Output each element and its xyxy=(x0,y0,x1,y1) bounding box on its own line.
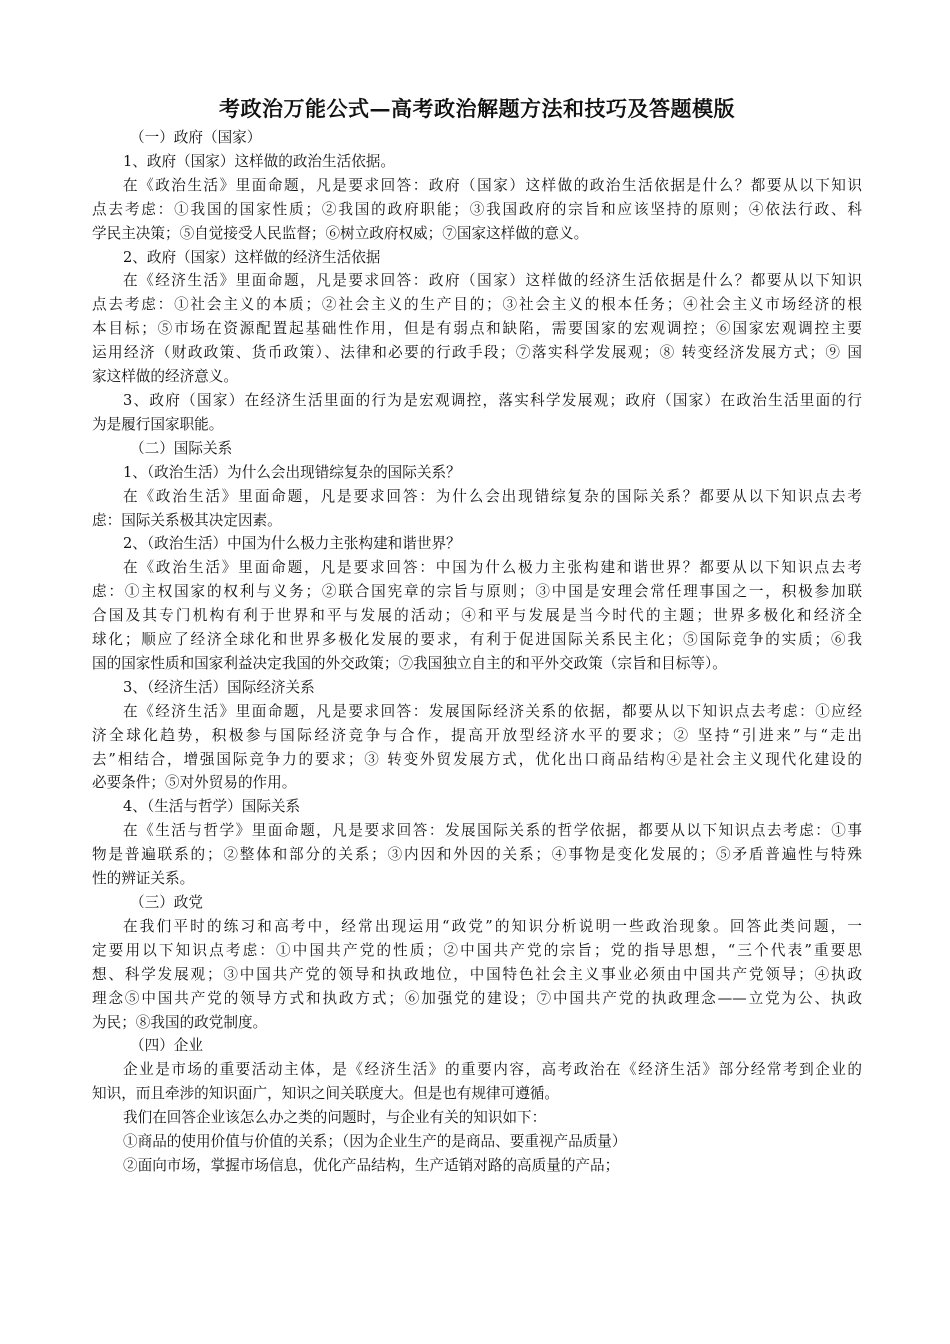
text-line: 家这样做的经济意义。 xyxy=(92,368,238,386)
text-line: 性的辨证关系。 xyxy=(92,870,195,888)
text-line: 想、科学发展观；③中国共产党的领导和执政地位，中国特色社会主义事业必须由中国共产党领导；④执政 xyxy=(92,965,862,983)
text-line: 必要条件；⑤对外贸易的作用。 xyxy=(92,774,297,792)
text-line: 在《政治生活》里面命题，凡是要求回答：政府（国家）这样做的政治生活依据是什么？都要从以下知识 xyxy=(123,176,862,194)
text-line: 在《经济生活》里面命题，凡是要求回答：政府（国家）这样做的经济生活依据是什么？都要从以下知识 xyxy=(123,272,862,290)
text-line: 物是普遍联系的；②整体和部分的关系；③内因和外因的关系；④事物是变化发展的；⑤矛盾普遍性与特殊 xyxy=(92,846,862,864)
text-line: 4、（生活与哲学）国际关系 xyxy=(123,798,301,816)
text-line: 2、政府（国家）这样做的经济生活依据 xyxy=(123,248,381,266)
text-line: 知识，而且牵涉的知识面广，知识之间关联度大。但是也有规律可遵循。 xyxy=(92,1085,560,1103)
text-line: 为民；⑧我国的政党制度。 xyxy=(92,1013,268,1031)
text-line: 在我们平时的练习和高考中，经常出现运用“政党”的知识分析说明一些政治现象。回答此类问题，一 xyxy=(123,917,862,935)
text-line: 在《经济生活》里面命题，凡是要求回答：发展国际经济关系的依据，都要从以下知识点去考虑：①应经 xyxy=(123,702,862,720)
text-line: 虑：国际关系极其决定因素。 xyxy=(92,511,282,529)
text-line: 理念⑤中国共产党的领导方式和执政方式；⑥加强党的建设；⑦中国共产党的执政理念——立党为公、执政 xyxy=(92,989,862,1007)
text-line: 点去考虑：①社会主义的本质；②社会主义的生产目的；③社会主义的根本任务；④社会主义市场经济的根 xyxy=(92,296,862,314)
text-line: （四）企业 xyxy=(130,1037,203,1055)
text-line: 运用经济（财政政策、货币政策）、法律和必要的行政手段；⑦落实科学发展观；⑧ 转变经济发展方式；⑨ 国 xyxy=(92,344,862,362)
text-line: 球化；顺应了经济全球化和世界多极化发展的要求，有利于促进国际关系民主化；⑤国际竞争的实质；⑥我 xyxy=(92,631,862,649)
text-line: 1、政府（国家）这样做的政治生活依据。 xyxy=(123,152,395,170)
text-line: 在《政治生活》里面命题，凡是要求回答：为什么会出现错综复杂的国际关系？都要从以下知识点去考 xyxy=(123,487,862,505)
text-line: 虑：①主权国家的权利与义务；②联合国宪章的宗旨与原则；③中国是安理会常任理事国之一，积极参加联 xyxy=(92,583,862,601)
text-line: 在《生活与哲学》里面命题，凡是要求回答：发展国际关系的哲学依据，都要从以下知识点去考虑：①事 xyxy=(123,822,862,840)
text-line: 2、（政治生活）中国为什么极力主张构建和谐世界？ xyxy=(123,535,461,553)
text-line: （二）国际关系 xyxy=(130,439,233,457)
text-line: ①商品的使用价值与价值的关系；（因为企业生产的是商品、要重视产品质量） xyxy=(123,1133,627,1151)
text-line: 我们在回答企业该怎么办之类的问题时，与企业有关的知识如下： xyxy=(123,1109,547,1127)
text-line: 企业是市场的重要活动主体，是《经济生活》的重要内容，高考政治在《经济生活》部分经常考到企业的 xyxy=(123,1061,862,1079)
text-line: 为是履行国家职能。 xyxy=(92,415,224,433)
text-line: 在《政治生活》里面命题，凡是要求回答：中国为什么极力主张构建和谐世界？都要从以下知识点去考 xyxy=(123,559,862,577)
text-line: 本目标；⑤市场在资源配置起基础性作用，但是有弱点和缺陷，需要国家的宏观调控；⑥国家宏观调控主要 xyxy=(92,320,862,338)
text-line: 国的国家性质和国家利益决定我国的外交政策；⑦我国独立自主的和平外交政策（宗旨和目标等）。 xyxy=(92,654,727,672)
text-line: 3、（经济生活）国际经济关系 xyxy=(123,678,315,696)
document-page xyxy=(92,92,862,1178)
text-line: 学民主决策；⑤自觉接受人民监督；⑥树立政府权威；⑦国家这样做的意义。 xyxy=(92,224,589,242)
document-body xyxy=(92,126,862,1178)
text-line: 济全球化趋势，积极参与国际经济竞争与合作，提高开放型经济水平的要求；② 坚持“引进来”与“走出 xyxy=(92,726,862,744)
text-line: （一）政府（国家） xyxy=(130,129,262,146)
text-line: 去”相结合，增强国际竞争力的要求；③ 转变外贸发展方式，优化出口商品结构④是社会主义现代化建设的 xyxy=(92,750,862,768)
text-line: 1、（政治生活）为什么会出现错综复杂的国际关系？ xyxy=(123,463,461,481)
text-line: 合国及其专门机构有利于世界和平与发展的活动；④和平与发展是当今时代的主题；世界多极化和经济全 xyxy=(92,607,862,625)
text-line: ②面向市场，掌握市场信息，优化产品结构，生产适销对路的高质量的产品； xyxy=(123,1156,620,1174)
document-title: 考政治万能公式—高考政治解题方法和技巧及答题模版 xyxy=(219,96,735,121)
text-line: 点去考虑：①我国的国家性质；②我国的政府职能；③我国政府的宗旨和应该坚持的原则；④依法行政、科 xyxy=(92,200,862,218)
text-line: 定要用以下知识点考虑：①中国共产党的性质；②中国共产党的宗旨；党的指导思想，“三个代表”重要思 xyxy=(92,941,862,959)
text-line: （三）政党 xyxy=(130,894,203,911)
text-line: 3、政府（国家）在经济生活里面的行为是宏观调控，落实科学发展观；政府（国家）在政治生活里面的行 xyxy=(123,391,862,409)
